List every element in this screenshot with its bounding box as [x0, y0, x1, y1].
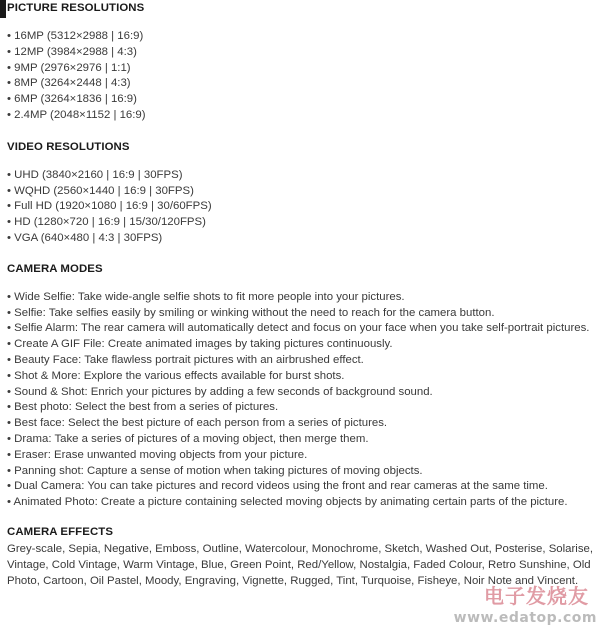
camera-modes-list [7, 290, 595, 511]
list-item: • 6MP (3264×1836 | 16:9) [7, 93, 137, 106]
heading-accent-bar [0, 0, 6, 18]
watermark-chinese-text: 电子发烧友 [484, 584, 589, 608]
list-item: • 16MP (5312×2988 | 16:9) [7, 30, 144, 42]
list-item: • 12MP (3984×2988 | 4:3) [7, 45, 137, 58]
list-item: • Selfie Alarm: The rear camera will automatically detect and focus on your face when you take self-portrait pictures. [7, 322, 590, 335]
list-item: • Shot & More: Explore the various effects available for burst shots. [7, 369, 345, 382]
list-item: • Wide Selfie: Take wide-angle selfie shots to fit more people into your pictures. [7, 290, 405, 303]
list-item: • VGA (640×480 | 4:3 | 30FPS) [7, 231, 163, 244]
list-item: • UHD (3840×2160 | 16:9 | 30FPS) [7, 168, 183, 181]
list-item: • Panning shot: Capture a sense of motion when taking pictures of moving objects. [7, 464, 423, 477]
list-item: • HD (1280×720 | 16:9 | 15/30/120FPS) [7, 216, 206, 229]
list-item: • WQHD (2560×1440 | 16:9 | 30FPS) [7, 184, 194, 197]
picture-resolutions-section [7, 1, 595, 124]
list-item: • Create A GIF File: Create animated images by taking pictures continuously. [7, 338, 393, 351]
picture-resolutions-heading: PICTURE RESOLUTIONS [7, 2, 145, 14]
video-resolutions-section [7, 140, 595, 247]
video-resolutions-heading: VIDEO RESOLUTIONS [7, 140, 130, 153]
video-resolutions-list [7, 168, 595, 247]
camera-modes-section [7, 262, 595, 511]
list-item: • Sound & Shot: Enrich your pictures by adding a few seconds of background sound. [7, 385, 433, 398]
watermark-url: www.edatop.com [453, 610, 597, 626]
list-item: • 8MP (3264×2448 | 4:3) [7, 77, 131, 90]
camera-modes-heading: CAMERA MODES [7, 262, 103, 275]
list-item: • Animated Photo: Create a picture containing selected moving objects by animating certain parts of the picture. [7, 496, 568, 509]
camera-effects-section [7, 525, 595, 589]
list-item: • Selfie: Take selfies easily by smiling or winking without the need to reach for the camera button. [7, 306, 495, 319]
spec-content [7, 0, 595, 589]
camera-effects-text: Grey-scale, Sepia, Negative, Emboss, Outline, Watercolour, Monochrome, Sketch, Washed Out, Posterise, Solarise, Vintage, Cold Vintage, Warm Vintage, Blue, Green Point, Red/Yellow, Nostalgia, Faded Colour, Retro Sunshine, Old Photo, Cartoon, Oil Pastel, Moody, Engraving, Vignette, Rugged, Tint, Turquoise, Fisheye, Noir Note and Vincent. [7, 542, 594, 587]
picture-resolutions-list [7, 29, 595, 124]
list-item: • Drama: Take a series of pictures of a moving object, then merge them. [7, 432, 369, 445]
list-item: • Best photo: Select the best from a series of pictures. [7, 401, 279, 414]
camera-effects-heading: CAMERA EFFECTS [7, 525, 114, 538]
list-item: • Beauty Face: Take flawless portrait pictures with an airbrushed effect. [7, 353, 364, 366]
list-item: • 9MP (2976×2976 | 1:1) [7, 61, 131, 74]
list-item: • Eraser: Erase unwanted moving objects from your picture. [7, 448, 308, 461]
list-item: • 2.4MP (2048×1152 | 16:9) [7, 108, 146, 121]
list-item: • Best face: Select the best picture of each person from a series of pictures. [7, 417, 388, 430]
list-item: • Full HD (1920×1080 | 16:9 | 30/60FPS) [7, 200, 212, 213]
list-item: • Dual Camera: You can take pictures and record videos using the front and rear cameras at the same time. [7, 480, 548, 493]
